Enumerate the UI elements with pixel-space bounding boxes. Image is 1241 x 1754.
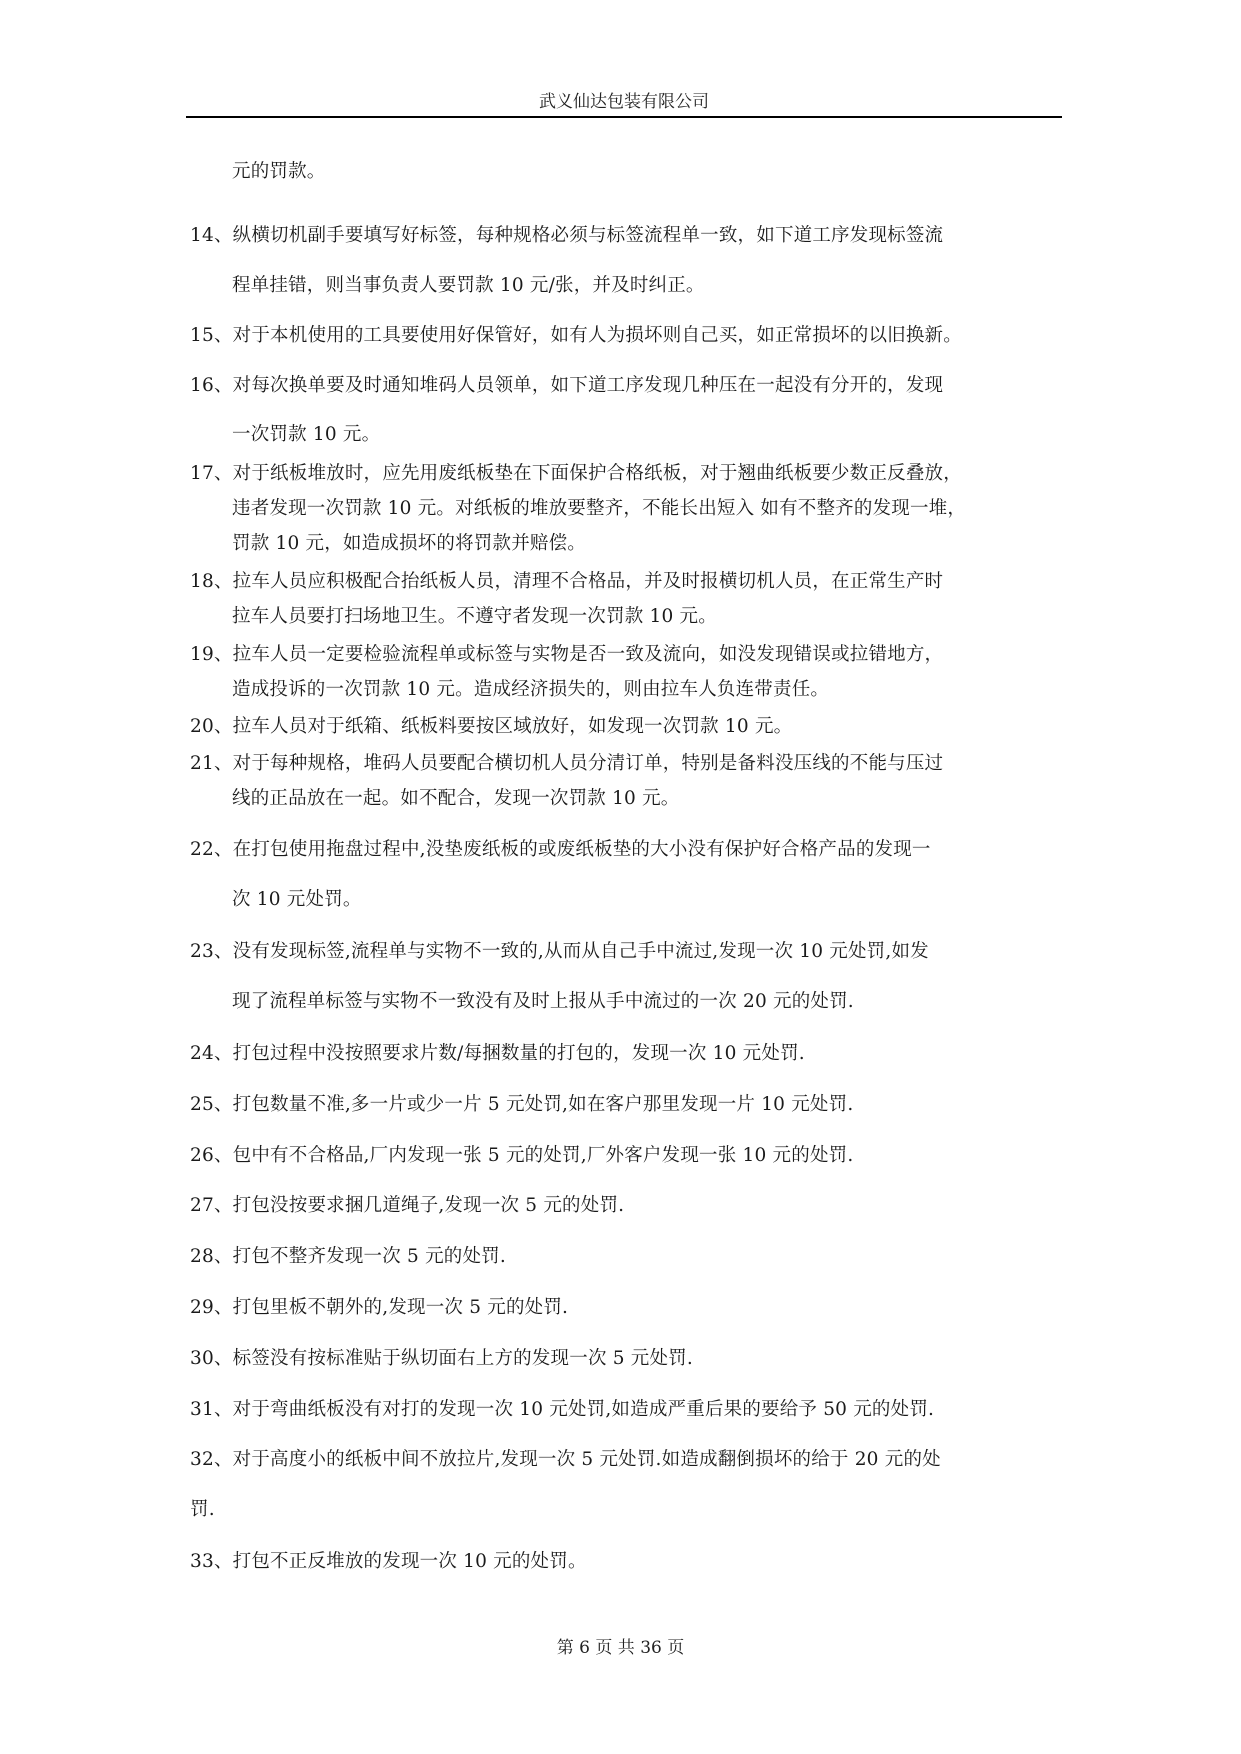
text-line: 17、对于纸板堆放时，应先用废纸板垫在下面保护合格纸板，对于翘曲纸板要少数正反叠放，	[190, 463, 962, 484]
text-line: 一次罚款 10 元。	[232, 424, 381, 445]
page-header-company: 武义仙达包装有限公司	[539, 92, 709, 112]
text-line: 33、打包不正反堆放的发现一次 10 元的处罚。	[190, 1551, 587, 1572]
text-line: 违者发现一次罚款 10 元。对纸板的堆放要整齐，不能长出短入 如有不整齐的发现一堆，	[232, 498, 967, 519]
text-line: 罚款 10 元，如造成损坏的将罚款并赔偿。	[232, 533, 587, 554]
text-line: 26、包中有不合格品,厂内发现一张 5 元的处罚,厂外客户发现一张 10 元的处罚.	[190, 1145, 854, 1166]
text-line: 21、对于每种规格，堆码人员要配合横切机人员分清订单，特别是备料没压线的不能与压过	[190, 753, 944, 774]
text-line: 25、打包数量不准,多一片或少一片 5 元处罚,如在客户那里发现一片 10 元处罚.	[190, 1094, 854, 1115]
text-line: 16、对每次换单要及时通知堆码人员领单，如下道工序发现几种压在一起没有分开的，发现	[190, 375, 944, 396]
text-line: 线的正品放在一起。如不配合，发现一次罚款 10 元。	[232, 788, 680, 809]
text-line: 程单挂错，则当事负责人要罚款 10 元/张，并及时纠正。	[232, 275, 705, 296]
header-divider	[186, 116, 1062, 118]
text-line: 27、打包没按要求捆几道绳子,发现一次 5 元的处罚.	[190, 1195, 625, 1216]
text-line: 30、标签没有按标准贴于纵切面右上方的发现一次 5 元处罚.	[190, 1348, 693, 1369]
text-line: 28、打包不整齐发现一次 5 元的处罚.	[190, 1246, 506, 1267]
text-line: 20、拉车人员对于纸箱、纸板料要按区域放好，如发现一次罚款 10 元。	[190, 716, 793, 737]
text-line: 29、打包里板不朝外的,发现一次 5 元的处罚.	[190, 1297, 569, 1318]
text-line: 造成投诉的一次罚款 10 元。造成经济损失的，则由拉车人负连带责任。	[232, 679, 830, 700]
text-line: 19、拉车人员一定要检验流程单或标签与实物是否一致及流向，如没发现错误或拉错地方，	[190, 644, 944, 665]
text-line: 15、对于本机使用的工具要使用好保管好，如有人为损坏则自己买，如正常损坏的以旧换新。	[190, 325, 962, 346]
text-line: 31、对于弯曲纸板没有对打的发现一次 10 元处罚,如造成严重后果的要给予 50 元的处罚.	[190, 1399, 935, 1420]
text-line: 罚.	[190, 1499, 215, 1520]
text-line: 元的罚款。	[232, 161, 326, 182]
text-line: 32、对于高度小的纸板中间不放拉片,发现一次 5 元处罚.如造成翻倒损坏的给于 20 元的处	[190, 1449, 941, 1470]
text-line: 24、打包过程中没按照要求片数/每捆数量的打包的，发现一次 10 元处罚.	[190, 1043, 805, 1064]
text-line: 现了流程单标签与实物不一致没有及时上报从手中流过的一次 20 元的处罚.	[232, 991, 854, 1012]
page-number: 第 6 页 共 36 页	[556, 1638, 685, 1658]
text-line: 次 10 元处罚。	[232, 889, 362, 910]
text-line: 14、纵横切机副手要填写好标签，每种规格必须与标签流程单一致，如下道工序发现标签流	[190, 225, 944, 246]
text-line: 拉车人员要打扫场地卫生。不遵守者发现一次罚款 10 元。	[232, 606, 717, 627]
text-line: 23、没有发现标签,流程单与实物不一致的,从而从自己手中流过,发现一次 10 元处罚,如发	[190, 941, 929, 962]
text-line: 22、在打包使用拖盘过程中,没垫废纸板的或废纸板垫的大小没有保护好合格产品的发现一	[190, 839, 931, 860]
text-line: 18、拉车人员应积极配合抬纸板人员，清理不合格品，并及时报横切机人员，在正常生产时	[190, 571, 944, 592]
